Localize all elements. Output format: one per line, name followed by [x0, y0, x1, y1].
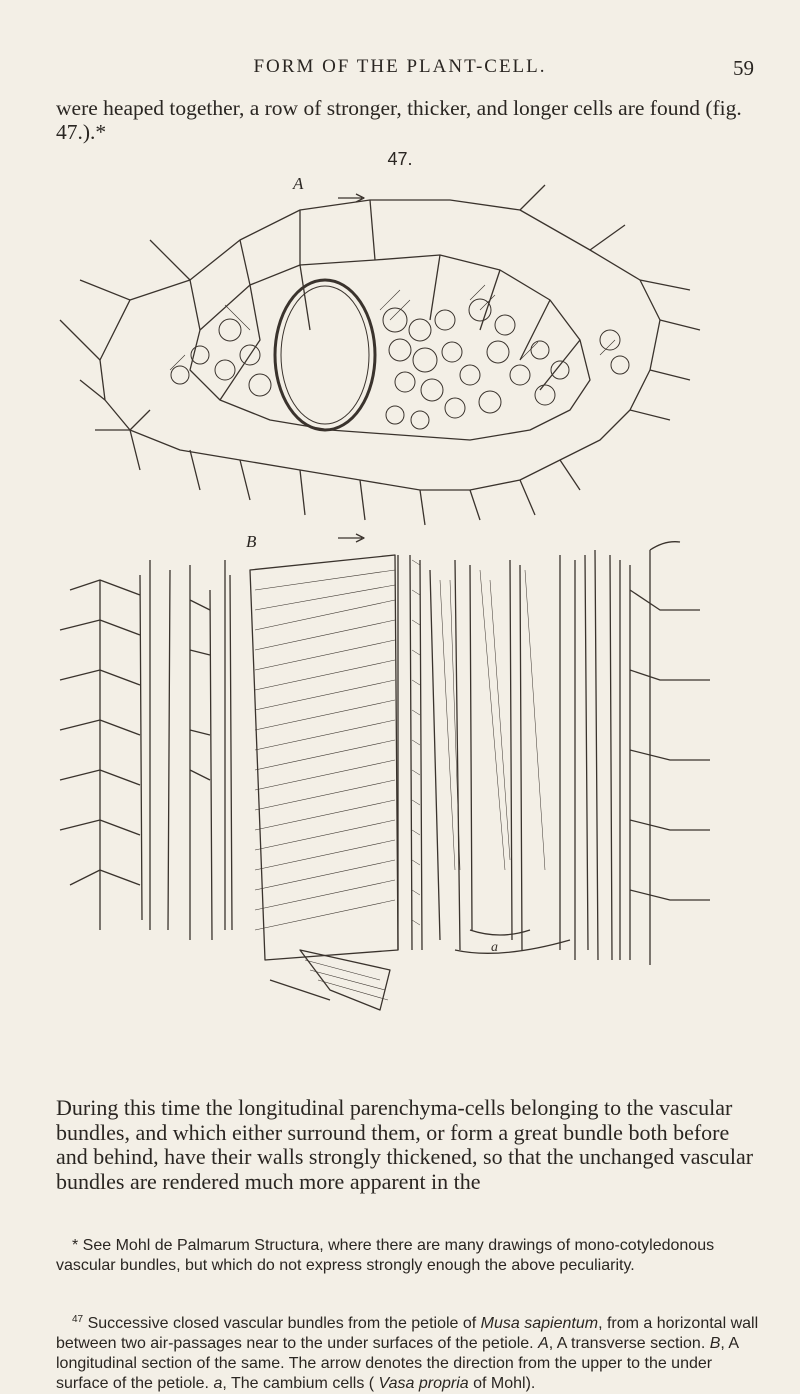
figure-number: 47.	[387, 149, 413, 169]
footnote-part4: , A longitudinal section of the same. The arrow denotes the direction from the upper to the under surface of the petiole.	[56, 1335, 739, 1392]
main-paragraph: During this time the longitudinal parenchyma-cells belonging to the vascular bundles, and which either surround them, or form a great bundle both before and behind, have their walls strongly thickened, so that the unchanged vascular bundles are rendered much more apparent in the	[56, 1095, 754, 1194]
transverse-section-a	[60, 185, 700, 525]
label-b-ref: B	[709, 1335, 721, 1352]
figure-label-b: B	[246, 532, 257, 551]
footnote-part1: Successive closed vascular bundles from the petiole of	[83, 1315, 481, 1332]
small-a-ref: a	[213, 1375, 223, 1392]
footnote-part2: , from a horizontal wall between two air-passages near to the under surfaces of the petiole.	[56, 1315, 759, 1352]
species-name: Musa sapientum	[480, 1315, 599, 1332]
intro-paragraph: were heaped together, a row of stronger, thicker, and longer cells are found (fig. 47.).*	[56, 96, 742, 144]
footnote-part6: of Mohl).	[468, 1375, 536, 1392]
footnote-part3: , A transverse section.	[548, 1335, 710, 1352]
vasa-propria: Vasa propria	[378, 1375, 469, 1392]
figure-label-a: A	[293, 174, 304, 193]
label-a-ref: A	[538, 1335, 549, 1352]
running-head: FORM OF THE PLANT-CELL.	[253, 56, 547, 77]
footnote-star: * See Mohl de Palmarum Structura, where there are many drawings of mono-cotyledonous vascular bundles, but which do not express strongly enough the above peculiarity.	[56, 1237, 715, 1274]
footnote-47	[56, 1310, 762, 1394]
figure-47-illustration	[0, 170, 800, 1070]
page-number: 59	[733, 56, 754, 80]
footnote-marker: 47	[72, 1314, 84, 1325]
page-header	[0, 56, 800, 86]
footnote-part5: , The cambium cells (	[222, 1375, 379, 1392]
longitudinal-section-b	[60, 534, 710, 1010]
figure-label-a-small: a	[491, 940, 498, 955]
